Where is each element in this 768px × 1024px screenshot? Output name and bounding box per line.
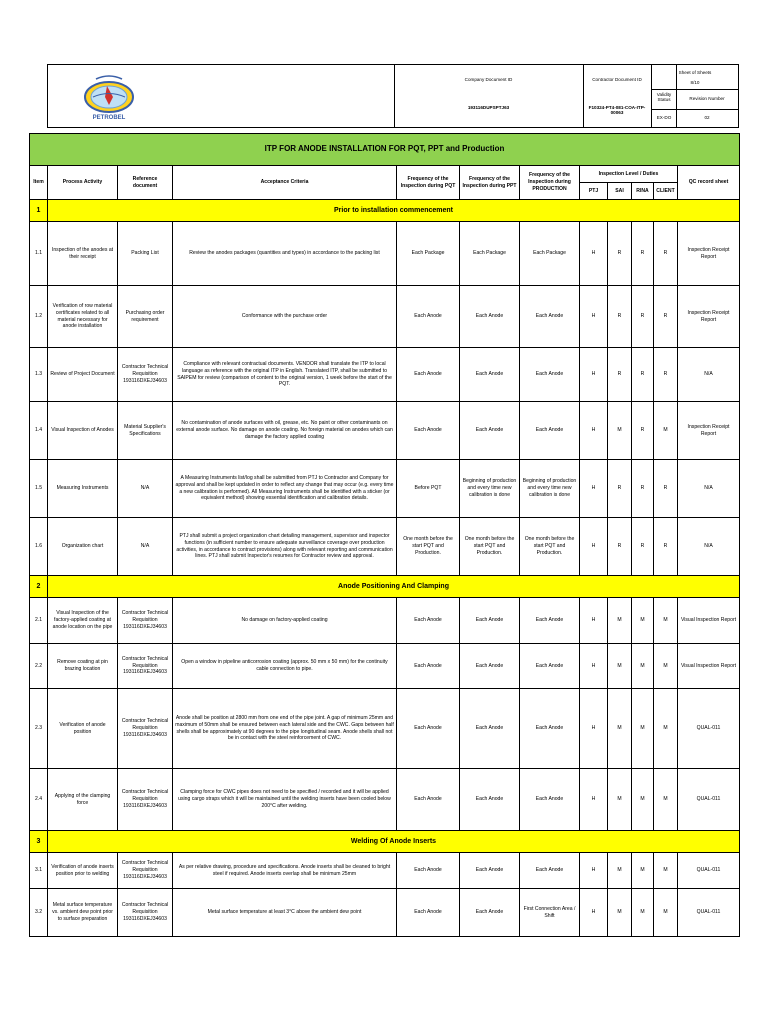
duty-ptj: H bbox=[580, 644, 608, 689]
col-header-criteria: Acceptance Criteria bbox=[173, 166, 397, 200]
duty-client: R bbox=[654, 460, 678, 518]
reference-document: Purchasing order requirement bbox=[118, 286, 173, 348]
reference-document: Packing List bbox=[118, 222, 173, 286]
col-header-activity: Process Activity bbox=[48, 166, 118, 200]
duty-rina: M bbox=[632, 769, 654, 831]
itp-table bbox=[29, 133, 740, 937]
process-activity: Verification of anode position bbox=[48, 689, 118, 769]
duty-rina: M bbox=[632, 644, 654, 689]
col-header-item: Item bbox=[30, 166, 48, 200]
duty-ptj: H bbox=[580, 518, 608, 576]
duty-client: M bbox=[654, 853, 678, 889]
duty-sai: R bbox=[608, 222, 632, 286]
acceptance-criteria: A Measuring Instruments list/log shall be submitted from PTJ to Contractor and Company for approval and shall be kept updated in order to reflect any change that may occur (e.g. every time a new calibration is performed). All Measuring Instruments shall be identified with a sticker (or equivalent method) showing essential identification and calibration details. bbox=[173, 460, 397, 518]
freq-prod: Each Package bbox=[520, 222, 580, 286]
header-divider bbox=[394, 65, 395, 127]
header-divider bbox=[651, 109, 738, 110]
freq-pqt: Each Anode bbox=[397, 286, 460, 348]
freq-ppt: Each Anode bbox=[460, 889, 520, 937]
acceptance-criteria: No damage on factory-applied coating bbox=[173, 598, 397, 644]
duty-rina: R bbox=[632, 402, 654, 460]
qc-record-sheet: Visual Inspection Report bbox=[678, 598, 740, 644]
acceptance-criteria: Compliance with relevant contractual documents. VENDOR shall translate the ITP to local language as reference with the original ITP in English. Translated ITP, shall be submitted to SAIPEM for review (comparison of content to the original version, 1 week before the start of the PQT. bbox=[173, 348, 397, 402]
header-row bbox=[30, 166, 740, 183]
freq-pqt: Each Anode bbox=[397, 689, 460, 769]
duty-ptj: H bbox=[580, 889, 608, 937]
freq-pqt: Each Package bbox=[397, 222, 460, 286]
table-row bbox=[30, 769, 740, 831]
qc-record-sheet: QUAL-011 bbox=[678, 853, 740, 889]
contractor-doc-label: Contractor Document ID bbox=[592, 77, 642, 82]
validity-value: EX-DO bbox=[656, 115, 672, 120]
freq-prod: Each Anode bbox=[520, 644, 580, 689]
acceptance-criteria: Review the anodes packages (quantities and types) in accordance to the packing list bbox=[173, 222, 397, 286]
revision-label: Revision Number bbox=[689, 96, 725, 101]
freq-pqt: Each Anode bbox=[397, 853, 460, 889]
freq-ppt: Each Anode bbox=[460, 689, 520, 769]
process-activity: Applying of the clamping force bbox=[48, 769, 118, 831]
qc-record-sheet: QUAL-011 bbox=[678, 689, 740, 769]
freq-prod: Each Anode bbox=[520, 689, 580, 769]
duty-client: R bbox=[654, 286, 678, 348]
process-activity: Inspection of the anodes at their receipt bbox=[48, 222, 118, 286]
freq-pqt: Each Anode bbox=[397, 644, 460, 689]
reference-document: N/A bbox=[118, 518, 173, 576]
item-number: 2.4 bbox=[30, 769, 48, 831]
col-header-freq-pqt: Frequency of the Inspection during PQT bbox=[397, 166, 460, 200]
freq-prod: Each Anode bbox=[520, 348, 580, 402]
header-divider bbox=[583, 65, 584, 127]
duty-client: M bbox=[654, 402, 678, 460]
section-number: 1 bbox=[30, 200, 48, 222]
process-activity: Metal surface temperature vs. ambient dew point prior to surface preparation bbox=[48, 889, 118, 937]
qc-record-sheet: N/A bbox=[678, 348, 740, 402]
reference-document: Contractor Technical Requisition 193116DXEJ34603 bbox=[118, 644, 173, 689]
table-row bbox=[30, 460, 740, 518]
freq-pqt: One month before the start PQT and Production. bbox=[397, 518, 460, 576]
section-row bbox=[30, 576, 740, 598]
process-activity: Organization chart bbox=[48, 518, 118, 576]
item-number: 2.3 bbox=[30, 689, 48, 769]
freq-ppt: Each Anode bbox=[460, 853, 520, 889]
freq-ppt: Each Anode bbox=[460, 644, 520, 689]
freq-ppt: Each Anode bbox=[460, 598, 520, 644]
col-header-freq-ppt: Frequency of the Inspection during PPT bbox=[460, 166, 520, 200]
reference-document: N/A bbox=[118, 460, 173, 518]
item-number: 1.6 bbox=[30, 518, 48, 576]
table-row bbox=[30, 598, 740, 644]
reference-document: Contractor Technical Requisition 193116DXEJ34603 bbox=[118, 853, 173, 889]
duty-rina: M bbox=[632, 598, 654, 644]
table-row bbox=[30, 889, 740, 937]
contractor-doc-id: F10324-PT4-081-COA-ITP-00063 bbox=[588, 105, 646, 116]
duty-client: R bbox=[654, 348, 678, 402]
acceptance-criteria: Clamping force for CWC pipes does not need to be specified / recorded and it will be applied using cargo straps which it will be maintained until the welding inserts have been cooled below 200°C after welding. bbox=[173, 769, 397, 831]
duty-client: M bbox=[654, 889, 678, 937]
section-row bbox=[30, 200, 740, 222]
qc-record-sheet: Inspection Receipt Report bbox=[678, 286, 740, 348]
section-number: 2 bbox=[30, 576, 48, 598]
freq-ppt: One month before the start PQT and Production. bbox=[460, 518, 520, 576]
table-row bbox=[30, 222, 740, 286]
col-header-sai: SAI bbox=[608, 183, 632, 200]
duty-ptj: H bbox=[580, 769, 608, 831]
item-number: 3.2 bbox=[30, 889, 48, 937]
freq-prod: Each Anode bbox=[520, 853, 580, 889]
acceptance-criteria: PTJ shall submit a project organization chart detailing management, supervisor and inspector functions (in sufficient number to ensure adequate surveillance coverage over production activities, in accordance to contract provisions) along with relevant reporting and communication lines. PTJ shall submit Inspector's resumes for Contractor review and approval. bbox=[173, 518, 397, 576]
qc-record-sheet: N/A bbox=[678, 518, 740, 576]
table-row bbox=[30, 286, 740, 348]
duty-sai: R bbox=[608, 348, 632, 402]
reference-document: Contractor Technical Requisition 193116DXEJ34603 bbox=[118, 598, 173, 644]
freq-pqt: Each Anode bbox=[397, 598, 460, 644]
validity-label: Validity Status bbox=[656, 92, 672, 103]
acceptance-criteria: Open a window in pipeline anticorrosion coating (approx. 50 mm x 50 mm) for the continuity cable connection to pipe. bbox=[173, 644, 397, 689]
freq-ppt: Each Package bbox=[460, 222, 520, 286]
item-number: 1.3 bbox=[30, 348, 48, 402]
duty-sai: M bbox=[608, 644, 632, 689]
process-activity: Visual Inspection of Anodes bbox=[48, 402, 118, 460]
acceptance-criteria: No contamination of anode surfaces with oil, grease, etc. No paint or other contaminants on external anode surface. No damage on anode coating. No foreign material on anodes which can damage the factory applied coating bbox=[173, 402, 397, 460]
section-title: Prior to installation commencement bbox=[48, 200, 740, 222]
duty-ptj: H bbox=[580, 460, 608, 518]
col-header-ptj: PTJ bbox=[580, 183, 608, 200]
freq-pqt: Each Anode bbox=[397, 348, 460, 402]
item-number: 1.4 bbox=[30, 402, 48, 460]
duty-rina: R bbox=[632, 348, 654, 402]
duty-client: M bbox=[654, 598, 678, 644]
duty-client: M bbox=[654, 689, 678, 769]
duty-client: R bbox=[654, 222, 678, 286]
item-number: 1.1 bbox=[30, 222, 48, 286]
duty-client: M bbox=[654, 769, 678, 831]
acceptance-criteria: As per relative drawing, procedure and specifications. Anode inserts shall be cleaned to bright steel if required. Anode inserts overlap shall be minimum 25mm bbox=[173, 853, 397, 889]
title-row bbox=[30, 134, 740, 166]
process-activity: Verification of anode inserts position prior to welding bbox=[48, 853, 118, 889]
duty-ptj: H bbox=[580, 598, 608, 644]
header-divider bbox=[651, 89, 738, 90]
qc-record-sheet: Visual Inspection Report bbox=[678, 644, 740, 689]
duty-sai: R bbox=[608, 460, 632, 518]
qc-record-sheet: Inspection Receipt Report bbox=[678, 222, 740, 286]
duty-sai: M bbox=[608, 402, 632, 460]
col-header-rina: RINA bbox=[632, 183, 654, 200]
freq-prod: Each Anode bbox=[520, 769, 580, 831]
section-number: 3 bbox=[30, 831, 48, 853]
col-header-inspection: Inspection Level / Duties bbox=[580, 166, 678, 183]
item-number: 1.5 bbox=[30, 460, 48, 518]
duty-sai: R bbox=[608, 518, 632, 576]
reference-document: Contractor Technical Requisition 193116DXEJ34603 bbox=[118, 689, 173, 769]
duty-rina: R bbox=[632, 460, 654, 518]
table-row bbox=[30, 853, 740, 889]
duty-sai: M bbox=[608, 598, 632, 644]
process-activity: Visual Inspection of the factory-applied coating at anode location on the pipe bbox=[48, 598, 118, 644]
document-header bbox=[47, 64, 739, 128]
col-header-freq-prod: Frequency of the Inspection during PRODUCTION bbox=[520, 166, 580, 200]
freq-ppt: Each Anode bbox=[460, 286, 520, 348]
duty-rina: R bbox=[632, 222, 654, 286]
company-doc-label: Company Document ID bbox=[464, 77, 513, 82]
process-activity: Remove coating at pin brazing location bbox=[48, 644, 118, 689]
duty-sai: R bbox=[608, 286, 632, 348]
acceptance-criteria: Metal surface temperature at least 3°C above the ambient dew point bbox=[173, 889, 397, 937]
freq-ppt: Each Anode bbox=[460, 402, 520, 460]
duty-rina: R bbox=[632, 518, 654, 576]
col-header-reference: Reference document bbox=[118, 166, 173, 200]
duty-sai: M bbox=[608, 689, 632, 769]
freq-pqt: Each Anode bbox=[397, 889, 460, 937]
freq-pqt: Each Anode bbox=[397, 769, 460, 831]
acceptance-criteria: Anode shall be position at 2800 mm from one end of the pipe joint. A gap of minimum 25mm and maximum of 50mm shall be ensured between each lateral side and the CWC. Gaps between half shells shall be approximately at 90 degrees to the pipe longitudinal seam. Anode shells shall not be in contact with the steel reinforcement of CWC. bbox=[173, 689, 397, 769]
item-number: 1.2 bbox=[30, 286, 48, 348]
table-title: ITP FOR ANODE INSTALLATION FOR PQT, PPT and Production bbox=[30, 134, 740, 166]
freq-pqt: Before PQT bbox=[397, 460, 460, 518]
process-activity: Measuring Instruments bbox=[48, 460, 118, 518]
qc-record-sheet: QUAL-011 bbox=[678, 889, 740, 937]
table-row bbox=[30, 348, 740, 402]
item-number: 2.1 bbox=[30, 598, 48, 644]
col-header-client: CLIENT bbox=[654, 183, 678, 200]
freq-prod: First Connection Area / Shift bbox=[520, 889, 580, 937]
freq-ppt: Each Anode bbox=[460, 348, 520, 402]
duty-ptj: H bbox=[580, 222, 608, 286]
reference-document: Contractor Technical Requisition 193116DXEJ34603 bbox=[118, 889, 173, 937]
section-title: Anode Positioning And Clamping bbox=[48, 576, 740, 598]
reference-document: Material Supplier's Specifications bbox=[118, 402, 173, 460]
process-activity: Review of Project Document bbox=[48, 348, 118, 402]
col-header-qc: QC record sheet bbox=[678, 166, 740, 200]
logo-wordmark: PETROBEL bbox=[92, 115, 126, 121]
table-row bbox=[30, 518, 740, 576]
company-doc-id: 193116DUPSPTJ63 bbox=[467, 105, 510, 110]
qc-record-sheet: QUAL-011 bbox=[678, 769, 740, 831]
table-row bbox=[30, 689, 740, 769]
freq-ppt: Each Anode bbox=[460, 769, 520, 831]
qc-record-sheet: N/A bbox=[678, 460, 740, 518]
reference-document: Contractor Technical Requisition 193116DXEJ34603 bbox=[118, 348, 173, 402]
company-logo bbox=[78, 72, 140, 124]
duty-sai: M bbox=[608, 769, 632, 831]
duty-client: M bbox=[654, 644, 678, 689]
duty-ptj: H bbox=[580, 286, 608, 348]
reference-document: Contractor Technical Requisition 193116DXEJ34603 bbox=[118, 769, 173, 831]
item-number: 2.2 bbox=[30, 644, 48, 689]
duty-ptj: H bbox=[580, 853, 608, 889]
duty-rina: M bbox=[632, 889, 654, 937]
item-number: 3.1 bbox=[30, 853, 48, 889]
qc-record-sheet: Inspection Receipt Report bbox=[678, 402, 740, 460]
revision-value: 02 bbox=[704, 115, 710, 120]
freq-prod: Beginning of production and every time new calibration is done bbox=[520, 460, 580, 518]
freq-prod: One month before the start PQT and Production. bbox=[520, 518, 580, 576]
duty-rina: R bbox=[632, 286, 654, 348]
duty-client: R bbox=[654, 518, 678, 576]
process-activity: Verification of row material certificates related to all material necessary for anode installation bbox=[48, 286, 118, 348]
sheet-value: 8/10 bbox=[690, 80, 700, 85]
freq-ppt: Beginning of production and every time new calibration is done bbox=[460, 460, 520, 518]
freq-prod: Each Anode bbox=[520, 598, 580, 644]
duty-ptj: H bbox=[580, 402, 608, 460]
duty-sai: M bbox=[608, 853, 632, 889]
duty-ptj: H bbox=[580, 348, 608, 402]
table-row bbox=[30, 644, 740, 689]
duty-rina: M bbox=[632, 689, 654, 769]
duty-rina: M bbox=[632, 853, 654, 889]
acceptance-criteria: Conformance with the purchase order bbox=[173, 286, 397, 348]
freq-pqt: Each Anode bbox=[397, 402, 460, 460]
section-title: Welding Of Anode Inserts bbox=[48, 831, 740, 853]
duty-ptj: H bbox=[580, 689, 608, 769]
section-row bbox=[30, 831, 740, 853]
freq-prod: Each Anode bbox=[520, 402, 580, 460]
freq-prod: Each Anode bbox=[520, 286, 580, 348]
duty-sai: M bbox=[608, 889, 632, 937]
sheet-label: Sheet of Sheets bbox=[678, 70, 712, 75]
table-row bbox=[30, 402, 740, 460]
